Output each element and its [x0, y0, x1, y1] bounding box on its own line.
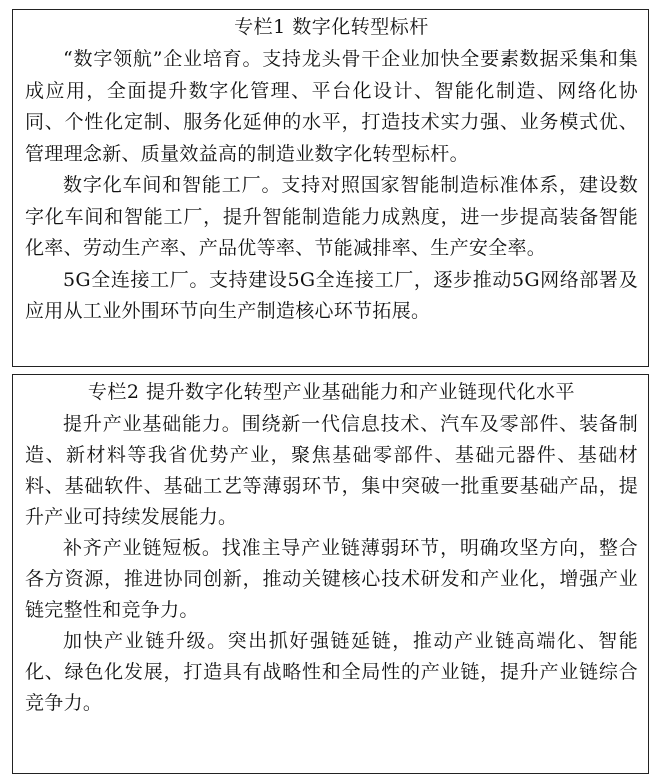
column-1-paragraph-3: 5G全连接工厂。支持建设5G全连接工厂，逐步推动5G网络部署及应用从工业外围环节向生产制造核心环节拓展。	[25, 268, 638, 322]
column-2-title: 专栏2 提升数字化转型产业基础能力和产业链现代化水平	[87, 381, 576, 403]
column-1-paragraph-2: 数字化车间和智能工厂。支持对照国家智能制造标准体系，建设数字化车间和智能工厂，提升智能制造能力成熟度，进一步提高装备智能化率、劳动生产率、产品优等率、节能减排率、生产安全率。	[25, 174, 638, 259]
column-2-paragraph-3: 加快产业链升级。突出抓好强链延链，推动产业链高端化、智能化、绿色化发展，打造具有战略性和全局性的产业链，提升产业链综合竞争力。	[25, 630, 638, 714]
column-1-title: 专栏1 数字化转型标杆	[234, 16, 429, 38]
column-2-paragraph-1: 提升产业基础能力。围绕新一代信息技术、汽车及零部件、装备制造、新材料等我省优势产业，聚焦基础零部件、基础元器件、基础材料、基础软件、基础工艺等薄弱环节，集中突破一批重要基础产品，提升产业可持续发展能力。	[25, 413, 638, 528]
column-1-paragraph-1: “数字领航”企业培育。支持龙头骨干企业加快全要素数据采集和集成应用，全面提升数字化管理、平台化设计、智能化制造、网络化协同、个性化定制、服务化延伸的水平，打造技术实力强、业务模式优、管理理念新、质量效益高的制造业数字化转型标杆。	[25, 48, 638, 165]
column-2-paragraph-2: 补齐产业链短板。找准主导产业链薄弱环节，明确攻坚方向，整合各方资源，推进协同创新，推动关键核心技术研发和产业化，增强产业链完整性和竞争力。	[25, 537, 638, 621]
column-box-2	[12, 374, 649, 774]
column-box-1	[12, 9, 649, 367]
